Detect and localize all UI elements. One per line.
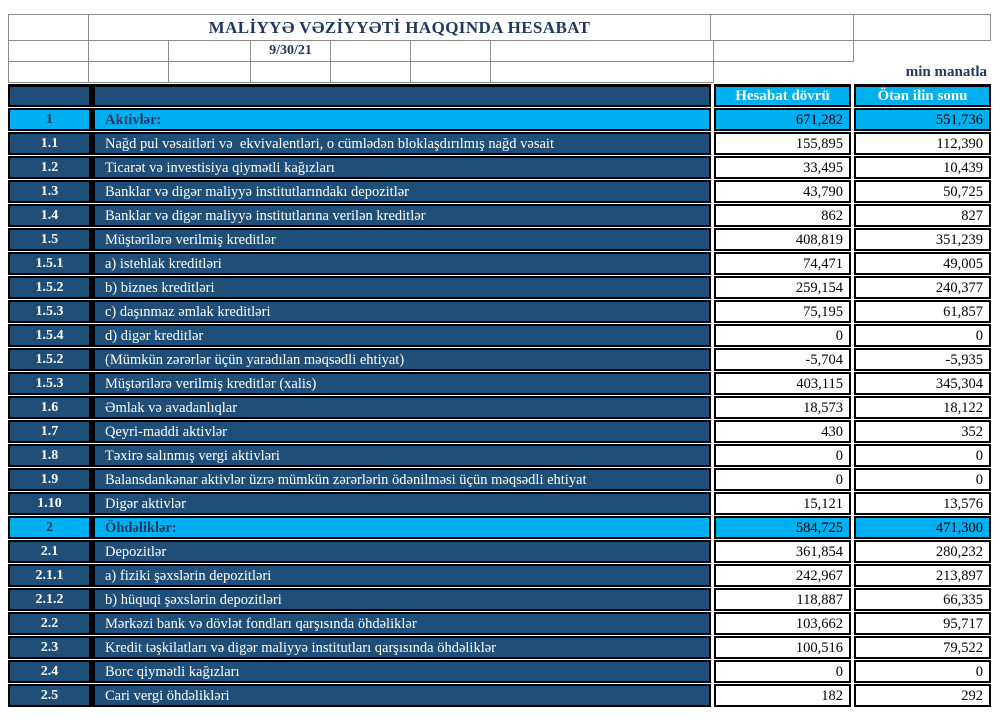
grid-cell: [410, 40, 491, 62]
row-label: Depozitlər: [92, 540, 711, 563]
table-row: [8, 684, 991, 707]
table-row: [8, 420, 991, 443]
row-current-value: 0: [714, 660, 851, 683]
table-header-row: [8, 84, 991, 107]
table-row: [8, 660, 991, 683]
row-code: 2.1.2: [8, 588, 92, 611]
table-row: [8, 180, 991, 203]
grid-cell: [8, 40, 89, 62]
row-code: 1.3: [8, 180, 92, 203]
grid-cell: [250, 61, 331, 83]
grid-cell: [713, 40, 854, 62]
row-code: 2.4: [8, 660, 92, 683]
row-current-value: 74,471: [714, 252, 851, 275]
row-code: 1.5.3: [8, 300, 92, 323]
row-previous-value: -5,935: [854, 348, 991, 371]
row-current-value: 430: [714, 420, 851, 443]
table-row: [8, 396, 991, 419]
row-current-value: 0: [714, 468, 851, 491]
column-header-current: Hesabat dövrü: [714, 84, 851, 107]
row-previous-value: 49,005: [854, 252, 991, 275]
grid-cell: [410, 61, 491, 83]
section-row: [8, 108, 991, 131]
row-current-value: 43,790: [714, 180, 851, 203]
row-current-value: 361,854: [714, 540, 851, 563]
table-row: [8, 372, 991, 395]
title-row: [8, 14, 991, 41]
financial-table-body: [8, 108, 991, 707]
row-label: Ticarət və investisiya qiymətli kağızları: [92, 156, 711, 179]
grid-cell: [88, 61, 169, 83]
row-label: b) hüquqi şəxslərin depozitləri: [92, 588, 711, 611]
row-code: 1.10: [8, 492, 92, 515]
grid-cell: [168, 40, 251, 62]
row-previous-value: 471,300: [854, 516, 991, 539]
row-current-value: 182: [714, 684, 851, 707]
row-current-value: 862: [714, 204, 851, 227]
financial-report-page: [8, 14, 991, 707]
table-row: [8, 468, 991, 491]
row-previous-value: 280,232: [854, 540, 991, 563]
row-code: 2.5: [8, 684, 92, 707]
date-row: [8, 40, 991, 62]
row-code: 1.5.1: [8, 252, 92, 275]
row-label: Qeyri-maddi aktivlər: [92, 420, 711, 443]
row-previous-value: 0: [854, 444, 991, 467]
row-label: Banklar və digər maliyyə institutlarına verilən kreditlər: [92, 204, 711, 227]
table-row: [8, 564, 991, 587]
row-label: (Mümkün zərərlər üçün yaradılan məqsədli ehtiyat): [92, 348, 711, 371]
row-current-value: 75,195: [714, 300, 851, 323]
table-row: [8, 492, 991, 515]
row-previous-value: 13,576: [854, 492, 991, 515]
row-previous-value: 66,335: [854, 588, 991, 611]
header-description-cell: [92, 84, 711, 107]
row-code: 1.9: [8, 468, 92, 491]
table-row: [8, 636, 991, 659]
row-code: 2.1: [8, 540, 92, 563]
grid-cell: [8, 14, 89, 41]
row-previous-value: 0: [854, 324, 991, 347]
row-previous-value: 61,857: [854, 300, 991, 323]
row-current-value: 118,887: [714, 588, 851, 611]
row-previous-value: 10,439: [854, 156, 991, 179]
row-previous-value: 351,239: [854, 228, 991, 251]
row-label: Cari vergi öhdəlikləri: [92, 684, 711, 707]
table-row: [8, 276, 991, 299]
row-label: Əmlak və avadanlıqlar: [92, 396, 711, 419]
table-row: [8, 300, 991, 323]
row-previous-value: 240,377: [854, 276, 991, 299]
row-current-value: 33,495: [714, 156, 851, 179]
grid-cell: [490, 61, 714, 83]
row-code: 1.7: [8, 420, 92, 443]
row-code: 1: [8, 108, 92, 131]
table-row: [8, 156, 991, 179]
row-label: Müştərilərə verilmiş kreditlər: [92, 228, 711, 251]
table-row: [8, 324, 991, 347]
row-previous-value: 827: [854, 204, 991, 227]
row-label: Kredit təşkilatları və digər maliyyə institutları qarşısında öhdəliklər: [92, 636, 711, 659]
row-code: 1.2: [8, 156, 92, 179]
table-row: [8, 612, 991, 635]
grid-cell: [330, 61, 411, 83]
unit-row: [8, 61, 991, 83]
row-previous-value: 112,390: [854, 132, 991, 155]
spreadsheet-top-grid: [8, 14, 991, 83]
table-row: [8, 588, 991, 611]
row-current-value: 403,115: [714, 372, 851, 395]
column-header-previous: Ötən ilin sonu: [854, 84, 991, 107]
row-code: 1.4: [8, 204, 92, 227]
row-label: d) digər kreditlər: [92, 324, 711, 347]
row-code: 1.5.2: [8, 348, 92, 371]
unit-note: min manatla: [905, 63, 987, 80]
table-row: [8, 132, 991, 155]
row-code: 1.8: [8, 444, 92, 467]
row-previous-value: 292: [854, 684, 991, 707]
table-row: [8, 348, 991, 371]
row-code: 1.6: [8, 396, 92, 419]
row-current-value: 0: [714, 324, 851, 347]
grid-cell: [490, 40, 714, 62]
section-row: [8, 516, 991, 539]
row-label: Nağd pul vəsaitləri və ekvivalentləri, o cümlədən bloklaşdırılmış nağd vəsait: [92, 132, 711, 155]
row-previous-value: 352: [854, 420, 991, 443]
row-current-value: 0: [714, 444, 851, 467]
row-current-value: 100,516: [714, 636, 851, 659]
row-previous-value: 50,725: [854, 180, 991, 203]
row-label: a) fiziki şəxslərin depozitləri: [92, 564, 711, 587]
grid-cell: [853, 14, 991, 41]
row-label: Balansdankənar aktivlər üzrə mümkün zərərlərin ödənilməsi üçün məqsədli ehtiyat: [92, 468, 711, 491]
table-row: [8, 540, 991, 563]
row-previous-value: 79,522: [854, 636, 991, 659]
row-current-value: -5,704: [714, 348, 851, 371]
report-date: 9/30/21: [250, 40, 331, 62]
row-previous-value: 0: [854, 468, 991, 491]
row-label: Öhdəliklər:: [92, 516, 711, 539]
grid-cell: [88, 40, 169, 62]
row-code: 1.5.4: [8, 324, 92, 347]
report-title: MALİYYƏ VƏZİYYƏTİ HAQQINDA HESABAT: [88, 14, 711, 41]
row-label: Aktivlər:: [92, 108, 711, 131]
row-label: Təxirə salınmış vergi aktivləri: [92, 444, 711, 467]
row-current-value: 259,154: [714, 276, 851, 299]
row-current-value: 18,573: [714, 396, 851, 419]
row-current-value: 155,895: [714, 132, 851, 155]
table-row: [8, 444, 991, 467]
grid-cell: [8, 61, 89, 83]
row-code: 1.1: [8, 132, 92, 155]
row-previous-value: 0: [854, 660, 991, 683]
row-code: 1.5: [8, 228, 92, 251]
row-label: Müştərilərə verilmiş kreditlər (xalis): [92, 372, 711, 395]
row-code: 2.3: [8, 636, 92, 659]
financial-table: [8, 84, 991, 707]
table-row: [8, 204, 991, 227]
row-code: 2.1.1: [8, 564, 92, 587]
table-row: [8, 252, 991, 275]
row-current-value: 408,819: [714, 228, 851, 251]
row-previous-value: 551,736: [854, 108, 991, 131]
row-label: Borc qiymətli kağızları: [92, 660, 711, 683]
row-code: 1.5.2: [8, 276, 92, 299]
row-current-value: 671,282: [714, 108, 851, 131]
row-current-value: 242,967: [714, 564, 851, 587]
row-code: 2: [8, 516, 92, 539]
row-previous-value: 18,122: [854, 396, 991, 419]
grid-cell: [330, 40, 411, 62]
header-code-cell: [8, 84, 92, 107]
row-previous-value: 213,897: [854, 564, 991, 587]
row-label: c) daşınmaz əmlak kreditləri: [92, 300, 711, 323]
grid-cell: [168, 61, 251, 83]
row-previous-value: 95,717: [854, 612, 991, 635]
grid-cell: [710, 14, 854, 41]
row-label: Digər aktivlər: [92, 492, 711, 515]
row-label: Mərkəzi bank və dövlət fondları qarşısında öhdəliklər: [92, 612, 711, 635]
table-row: [8, 228, 991, 251]
row-label: a) istehlak kreditləri: [92, 252, 711, 275]
row-code: 2.2: [8, 612, 92, 635]
row-code: 1.5.3: [8, 372, 92, 395]
row-current-value: 584,725: [714, 516, 851, 539]
row-current-value: 103,662: [714, 612, 851, 635]
row-label: Banklar və digər maliyyə institutlarındakı depozitlər: [92, 180, 711, 203]
row-current-value: 15,121: [714, 492, 851, 515]
row-label: b) biznes kreditləri: [92, 276, 711, 299]
row-previous-value: 345,304: [854, 372, 991, 395]
